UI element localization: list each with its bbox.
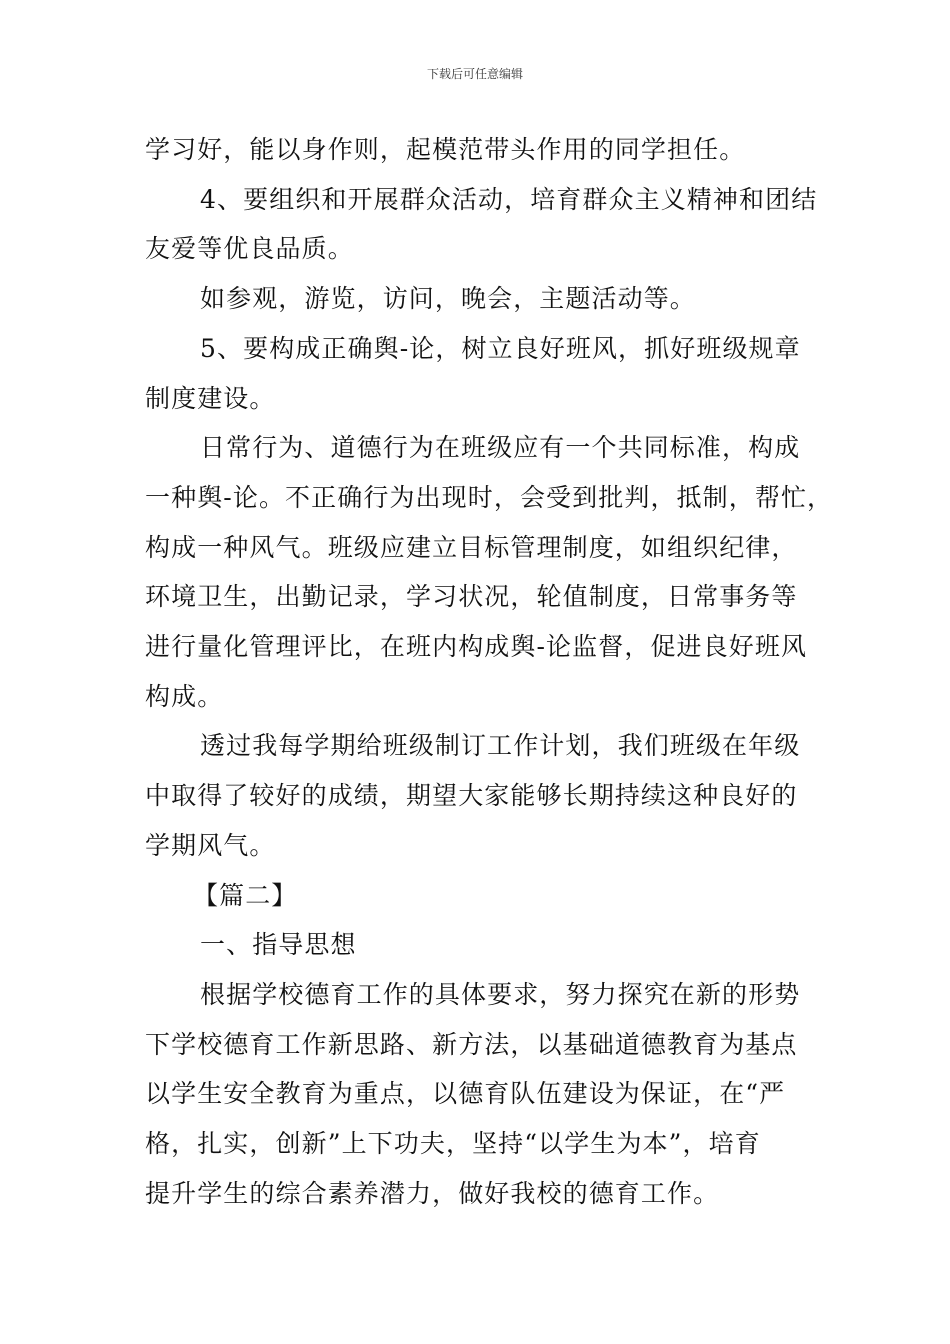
paragraph-line: 制度建设。 bbox=[145, 383, 276, 413]
paragraph-line: 提升学生的综合素养潜力，做好我校的德育工作。 bbox=[145, 1178, 720, 1208]
paragraph-line: 5、要构成正确舆-论，树立良好班风，抓好班级规章 bbox=[200, 333, 801, 363]
paragraph-line: 根据学校德育工作的具体要求，努力探究在新的形势 bbox=[200, 979, 801, 1009]
paragraph-line: 学期风气。 bbox=[145, 830, 276, 860]
paragraph-line: 进行量化管理评比，在班内构成舆-论监督，促进良好班风 bbox=[145, 632, 808, 662]
paragraph-line: 环境卫生，出勤记录，学习状况，轮值制度，日常事务等 bbox=[145, 582, 798, 612]
page-header-note: 下载后可任意编辑 bbox=[426, 67, 523, 81]
paragraph-line: 下学校德育工作新思路、新方法，以基础道德教育为基点 bbox=[145, 1029, 798, 1059]
paragraph-line: 4、要组织和开展群众活动，培育群众主义精神和团结 bbox=[200, 184, 818, 214]
paragraph-line: 日常行为、道德行为在班级应有一个共同标准，构成 bbox=[200, 433, 801, 463]
subsection-heading: 一、指导思想 bbox=[200, 930, 357, 960]
paragraph-line: 以学生安全教育为重点，以德育队伍建设为保证，在“严 bbox=[145, 1079, 786, 1109]
paragraph-line: 格，扎实，创新”上下功夫，坚持“以学生为本”，培育 bbox=[145, 1129, 761, 1159]
paragraph-line: 友爱等优良品质。 bbox=[145, 234, 354, 264]
section-heading: 【篇二】 bbox=[193, 880, 298, 910]
paragraph-line: 构成。 bbox=[145, 681, 224, 711]
document-body bbox=[145, 125, 834, 1218]
paragraph-line: 如参观，游览，访问，晚会，主题活动等。 bbox=[200, 284, 696, 314]
paragraph-line: 一种舆-论。不正确行为出现时，会受到批判，抵制，帮忙， bbox=[145, 482, 834, 512]
paragraph-line: 学习好，能以身作则，起模范带头作用的同学担任。 bbox=[145, 135, 746, 164]
paragraph-line: 透过我每学期给班级制订工作计划，我们班级在年级 bbox=[200, 731, 801, 761]
paragraph-line: 构成一种风气。班级应建立目标管理制度，如组织纪律， bbox=[145, 532, 798, 562]
paragraph-line: 中取得了较好的成绩，期望大家能够长期持续这种良好的 bbox=[145, 781, 798, 811]
